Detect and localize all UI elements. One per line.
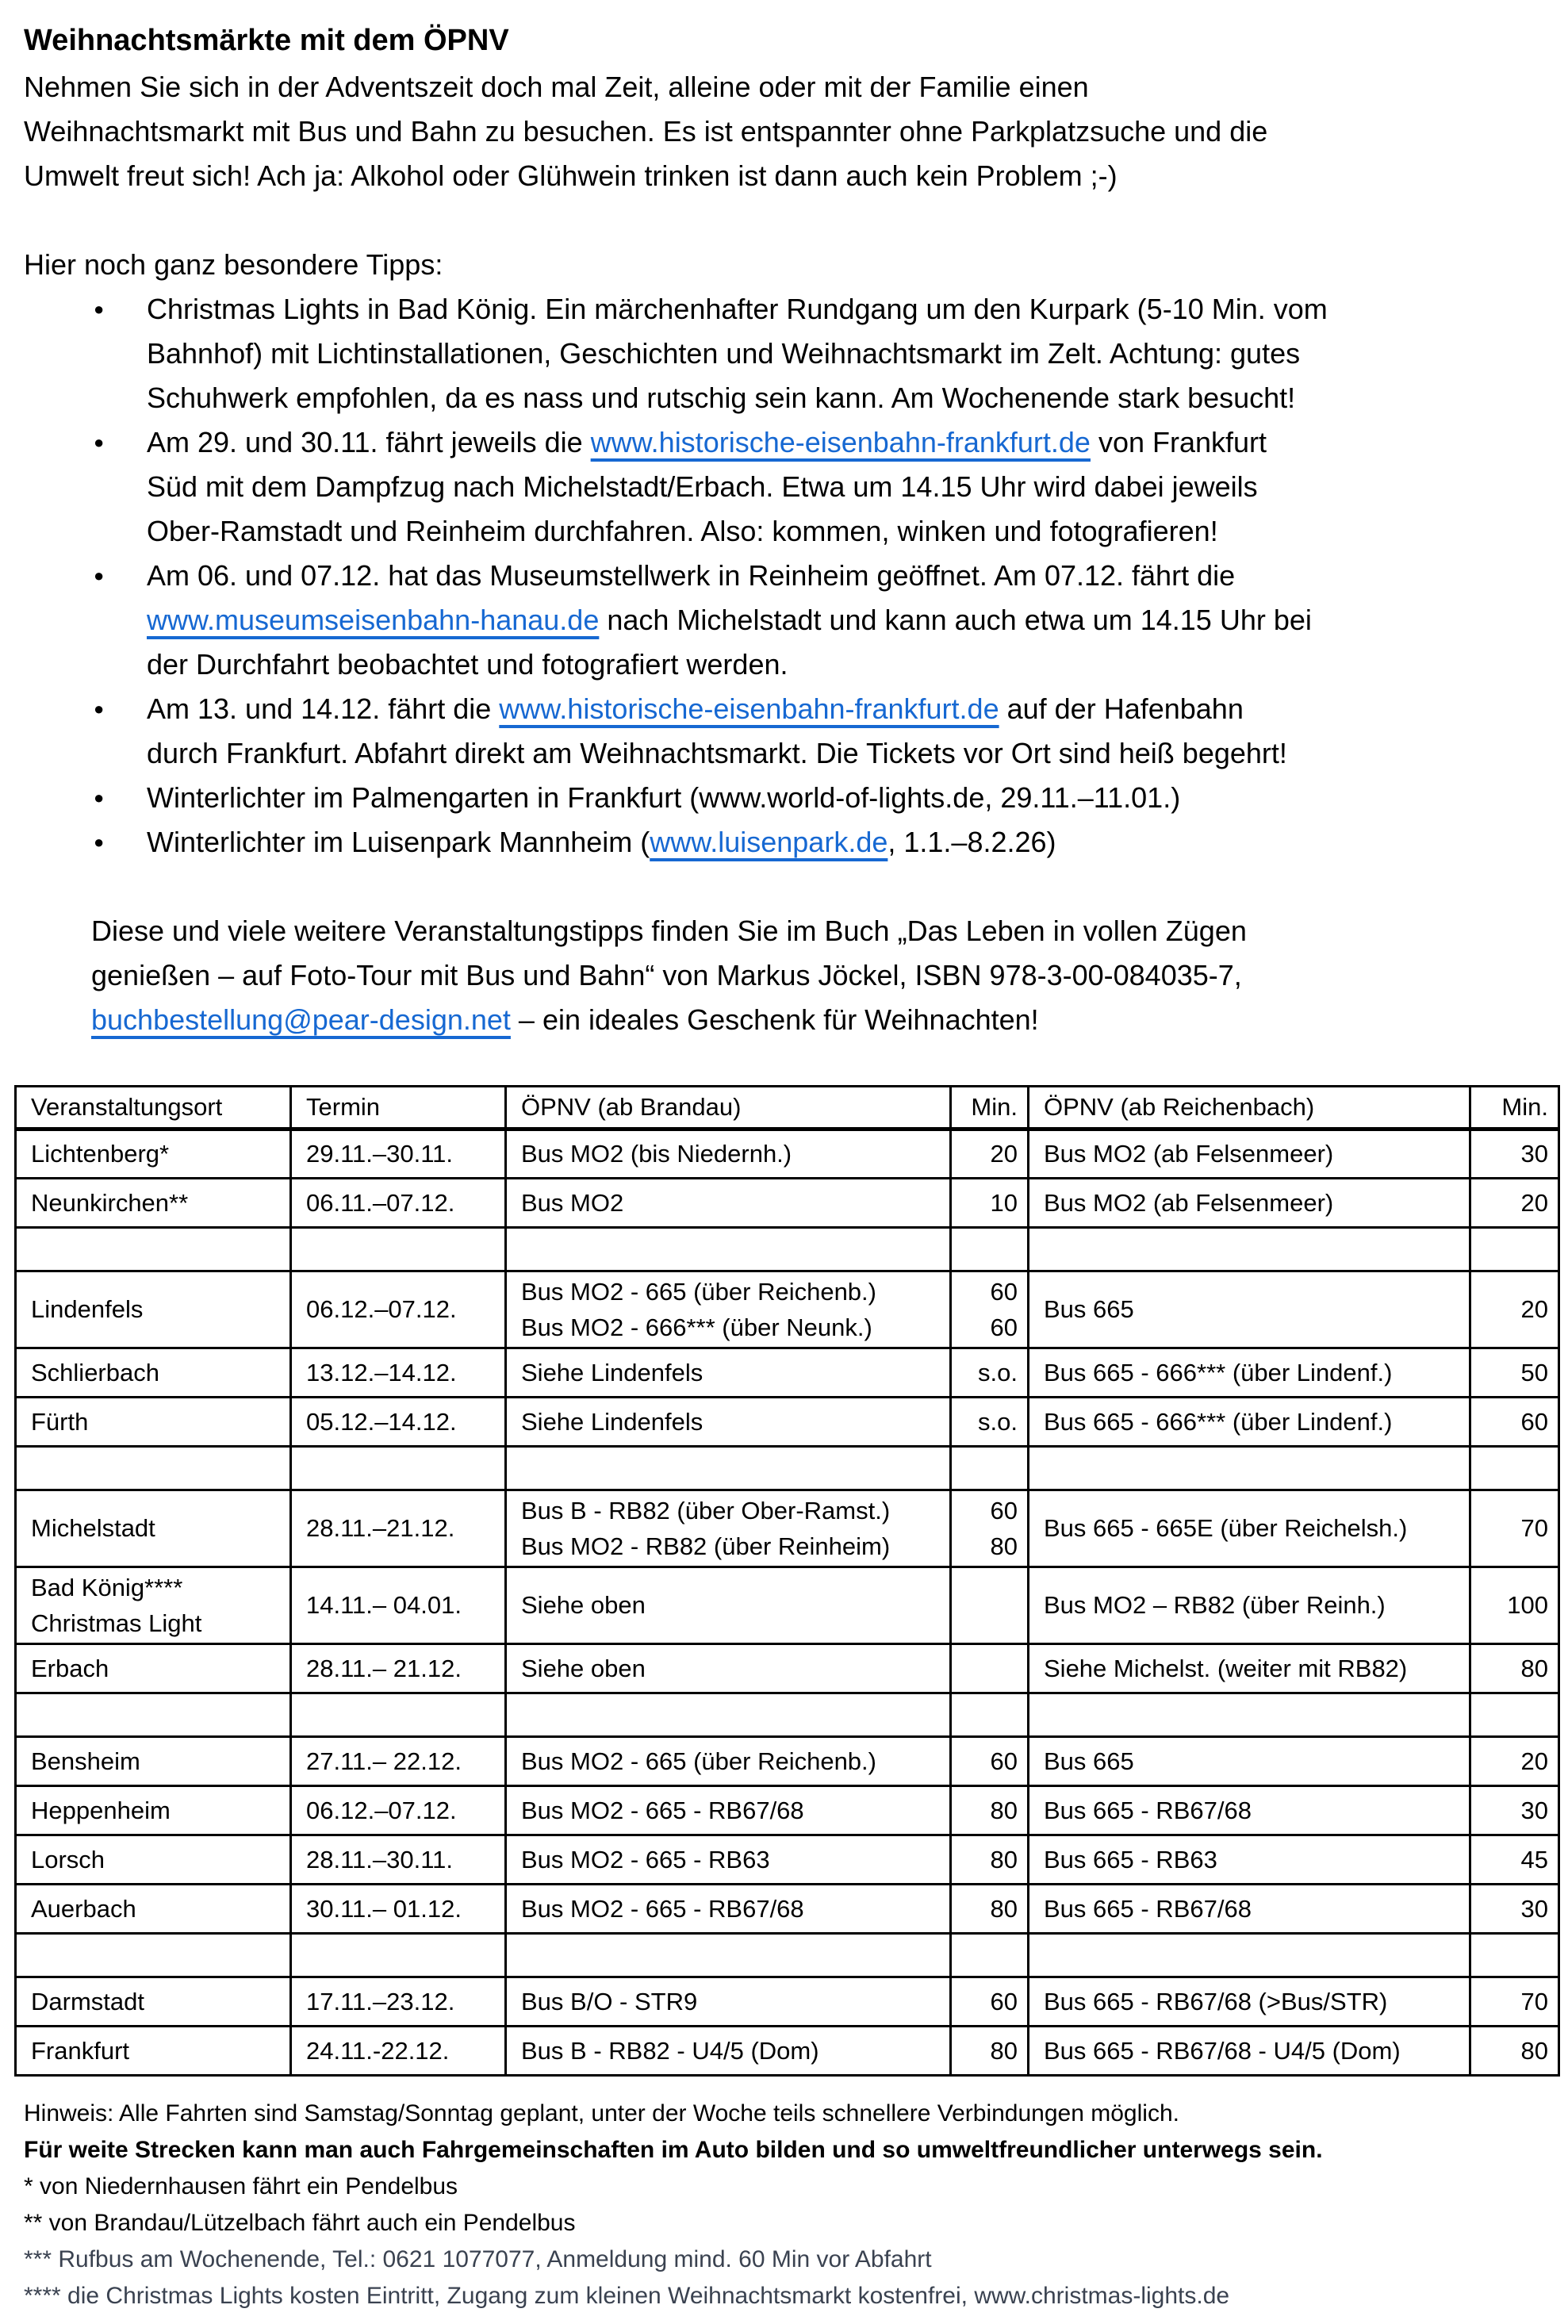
table-cell xyxy=(1029,1693,1470,1737)
table-cell: Bus 665 - RB67/68 - U4/5 (Dom) xyxy=(1029,2027,1470,2076)
cell-line: 60 xyxy=(990,1278,1018,1306)
table-cell xyxy=(1470,1447,1559,1490)
table-cell: Bus B - RB82 - U4/5 (Dom) xyxy=(506,2027,951,2076)
table-header xyxy=(16,1087,1559,1129)
table-cell: 17.11.–23.12. xyxy=(291,1977,506,2027)
text-line xyxy=(147,554,1544,598)
table-cell xyxy=(506,1228,951,1271)
table-cell: 45 xyxy=(1470,1835,1559,1885)
table-cell: 28.11.– 21.12. xyxy=(291,1644,506,1693)
text-segment: Schuhwerk empfohlen, da es nass und rutschig sein kann. Am Wochenende stark besucht! xyxy=(147,382,1296,414)
table-cell: Bus MO2 (ab Felsenmeer) xyxy=(1029,1129,1470,1179)
hyperlink[interactable]: buchbestellung@pear-design.net xyxy=(91,1003,511,1036)
footnotes xyxy=(24,2096,1544,2314)
table-cell: Bus MO2 (ab Felsenmeer) xyxy=(1029,1179,1470,1228)
text-line xyxy=(147,776,1544,820)
table-cell: Heppenheim xyxy=(16,1786,291,1835)
cell-line: Christmas Light xyxy=(31,1609,202,1637)
text-line xyxy=(147,687,1544,731)
table-cell: Bus 665 xyxy=(1029,1271,1470,1348)
text-segment: Christmas Lights in Bad König. Ein märchenhafter Rundgang um den Kurpark (5-10 Min. vom xyxy=(147,293,1328,325)
spacer xyxy=(24,865,1544,909)
table-cell xyxy=(506,1693,951,1737)
text-segment: nach Michelstadt und kann auch etwa um 14.15 Uhr bei xyxy=(599,604,1312,636)
text-line xyxy=(147,332,1544,376)
table-cell xyxy=(1029,1447,1470,1490)
footnote-line: Hinweis: Alle Fahrten sind Samstag/Sonntag geplant, unter der Woche teils schnellere Verbindungen möglich. xyxy=(24,2100,1179,2126)
cell-line: Bus B - RB82 (über Ober-Ramst.) xyxy=(521,1497,891,1524)
table-cell xyxy=(951,1934,1029,1977)
text-line xyxy=(147,465,1544,509)
table-row xyxy=(16,1835,1559,1885)
empty-row xyxy=(16,1228,1559,1271)
text-line xyxy=(147,731,1544,776)
text-line xyxy=(147,509,1544,554)
text-line xyxy=(147,376,1544,420)
table-cell: 60 xyxy=(1470,1398,1559,1447)
table-cell: 13.12.–14.12. xyxy=(291,1348,506,1398)
table-cell xyxy=(16,1934,291,1977)
table-cell: 30 xyxy=(1470,1885,1559,1934)
text-line xyxy=(24,65,1544,109)
table-cell: 28.11.–21.12. xyxy=(291,1490,506,1567)
text-segment: auf der Hafenbahn xyxy=(999,692,1244,725)
table-cell xyxy=(16,1228,291,1271)
table-row xyxy=(16,1737,1559,1786)
table-cell: 80 xyxy=(951,2027,1029,2076)
table-cell: Bus 665 - RB67/68 xyxy=(1029,1786,1470,1835)
table-cell: 10 xyxy=(951,1179,1029,1228)
text-segment: Am 29. und 30.11. fährt jeweils die xyxy=(147,426,591,458)
table-cell: 80 xyxy=(951,1835,1029,1885)
table-row xyxy=(16,1271,1559,1348)
table-row xyxy=(16,1567,1559,1644)
table-cell xyxy=(291,1693,506,1737)
text-segment: , 1.1.–8.2.26) xyxy=(888,826,1056,858)
table-cell: 20 xyxy=(1470,1737,1559,1786)
table-cell: Lorsch xyxy=(16,1835,291,1885)
table-cell: 29.11.–30.11. xyxy=(291,1129,506,1179)
table-cell: 30.11.– 01.12. xyxy=(291,1885,506,1934)
text-segment: der Durchfahrt beobachtet und fotografiert werden. xyxy=(147,648,788,681)
text-segment: Am 13. und 14.12. fährt die xyxy=(147,692,500,725)
table-row xyxy=(16,1179,1559,1228)
tip-item xyxy=(24,776,1544,820)
table-row xyxy=(16,1398,1559,1447)
page-title: Weihnachtsmärkte mit dem ÖPNV xyxy=(24,24,509,57)
bullet-icon: ● xyxy=(94,832,105,852)
table-cell: Siehe oben xyxy=(506,1644,951,1693)
table-row xyxy=(16,1977,1559,2027)
column-header: Veranstaltungsort xyxy=(16,1087,291,1129)
table-cell: Frankfurt xyxy=(16,2027,291,2076)
text-segment: Ober-Ramstadt und Reinheim durchfahren. Also: kommen, winken und fotografieren! xyxy=(147,515,1218,547)
footnote-line: **** die Christmas Lights kosten Eintritt, Zugang zum kleinen Weihnachtsmarkt kostenfrei, www.christmas-lights.de xyxy=(24,2283,1230,2309)
cell-line: Bus MO2 - RB82 (über Reinheim) xyxy=(521,1532,891,1560)
cell-line: Bad König**** xyxy=(31,1574,183,1601)
table-cell: Siehe Lindenfels xyxy=(506,1398,951,1447)
text-line xyxy=(24,109,1544,154)
table-cell: 06.12.–07.12. xyxy=(291,1786,506,1835)
table-cell: Bus MO2 - 665 - RB67/68 xyxy=(506,1885,951,1934)
bullet-icon: ● xyxy=(94,788,105,807)
table-cell: Bus 665 - 666*** (über Lindenf.) xyxy=(1029,1398,1470,1447)
text-line xyxy=(147,598,1544,642)
table-cell: 80 xyxy=(1470,2027,1559,2076)
column-header: Min. xyxy=(1470,1087,1559,1129)
table-row xyxy=(16,1348,1559,1398)
table-cell xyxy=(16,1567,291,1644)
table-cell: 24.11.-22.12. xyxy=(291,2027,506,2076)
table-cell: Darmstadt xyxy=(16,1977,291,2027)
table-cell: Siehe Michelst. (weiter mit RB82) xyxy=(1029,1644,1470,1693)
column-header: Termin xyxy=(291,1087,506,1129)
table-cell xyxy=(951,1644,1029,1693)
column-header: ÖPNV (ab Brandau) xyxy=(506,1087,951,1129)
table-cell xyxy=(506,1447,951,1490)
markets-table xyxy=(14,1085,1560,2077)
table-cell xyxy=(951,1490,1029,1567)
table-cell xyxy=(1470,1228,1559,1271)
text-segment: Diese und viele weitere Veranstaltungstipps finden Sie im Buch „Das Leben in vollen Zügen xyxy=(91,915,1247,947)
table-cell: 30 xyxy=(1470,1129,1559,1179)
text-line xyxy=(91,909,1544,953)
table-cell xyxy=(951,1693,1029,1737)
bullet-icon: ● xyxy=(94,566,105,585)
table-row xyxy=(16,1786,1559,1835)
text-line xyxy=(147,642,1544,687)
table-cell: Bus MO2 xyxy=(506,1179,951,1228)
table-cell xyxy=(951,1567,1029,1644)
table-cell xyxy=(1029,1934,1470,1977)
text-segment: Weihnachtsmarkt mit Bus und Bahn zu besuchen. Es ist entspannter ohne Parkplatzsuche und die xyxy=(24,115,1268,148)
table-cell: 06.11.–07.12. xyxy=(291,1179,506,1228)
text-segment: Bahnhof) mit Lichtinstallationen, Geschichten und Weihnachtsmarkt im Zelt. Achtung: gutes xyxy=(147,337,1301,370)
column-header: Min. xyxy=(951,1087,1029,1129)
table-cell xyxy=(951,1228,1029,1271)
text-segment: Nehmen Sie sich in der Adventszeit doch mal Zeit, alleine oder mit der Familie einen xyxy=(24,71,1089,103)
table-cell: Bus MO2 - 665 (über Reichenb.) xyxy=(506,1737,951,1786)
table-cell: Schlierbach xyxy=(16,1348,291,1398)
tip-item xyxy=(24,687,1544,776)
table-cell: Bus 665 - 666*** (über Lindenf.) xyxy=(1029,1348,1470,1398)
text-segment: Winterlichter im Palmengarten in Frankfurt (www.world-of-lights.de, 29.11.–11.01.) xyxy=(147,781,1181,814)
table-cell: Lichtenberg* xyxy=(16,1129,291,1179)
table-cell: Bus 665 - RB63 xyxy=(1029,1835,1470,1885)
table-cell xyxy=(506,1934,951,1977)
table-cell: 70 xyxy=(1470,1977,1559,2027)
table-cell: Bus MO2 (bis Niedernh.) xyxy=(506,1129,951,1179)
text-segment: genießen – auf Foto-Tour mit Bus und Bahn“ von Markus Jöckel, ISBN 978-3-00-084035-7, xyxy=(91,959,1242,991)
table-cell: Bus B/O - STR9 xyxy=(506,1977,951,2027)
table-cell xyxy=(951,1271,1029,1348)
table-cell: Siehe oben xyxy=(506,1567,951,1644)
table-cell: Lindenfels xyxy=(16,1271,291,1348)
table-cell: Bus 665 - 665E (über Reichelsh.) xyxy=(1029,1490,1470,1567)
empty-row xyxy=(16,1693,1559,1737)
table-cell: 80 xyxy=(951,1885,1029,1934)
text-segment: Am 06. und 07.12. hat das Museumstellwerk in Reinheim geöffnet. Am 07.12. fährt die xyxy=(147,559,1236,592)
text-segment: – ein ideales Geschenk für Weihnachten! xyxy=(510,1003,1039,1036)
table-cell: Auerbach xyxy=(16,1885,291,1934)
text-segment: von Frankfurt xyxy=(1090,426,1267,458)
tip-item xyxy=(24,554,1544,687)
table-cell xyxy=(951,1447,1029,1490)
table-cell: 20 xyxy=(1470,1179,1559,1228)
bullet-icon: ● xyxy=(94,699,105,719)
cell-line: Bus MO2 - 666*** (über Neunk.) xyxy=(521,1313,872,1341)
table-cell: 20 xyxy=(951,1129,1029,1179)
table-cell: Erbach xyxy=(16,1644,291,1693)
table-row xyxy=(16,1490,1559,1567)
book-paragraph xyxy=(91,909,1544,1042)
text-line xyxy=(91,953,1544,998)
text-line xyxy=(147,420,1544,465)
table-cell xyxy=(1029,1228,1470,1271)
table-cell xyxy=(291,1447,506,1490)
table-cell xyxy=(506,1271,951,1348)
table-cell: 06.12.–07.12. xyxy=(291,1271,506,1348)
table-cell: Bus MO2 - 665 - RB63 xyxy=(506,1835,951,1885)
text-line xyxy=(24,154,1544,198)
table-row xyxy=(16,1644,1559,1693)
table-cell: Bus 665 - RB67/68 (>Bus/STR) xyxy=(1029,1977,1470,2027)
table-cell xyxy=(506,1490,951,1567)
text-line xyxy=(91,998,1544,1042)
table-cell xyxy=(291,1228,506,1271)
table-cell: 80 xyxy=(1470,1644,1559,1693)
cell-line: 60 xyxy=(990,1497,1018,1524)
table-cell: Siehe Lindenfels xyxy=(506,1348,951,1398)
footnote-line: ** von Brandau/Lützelbach fährt auch ein Pendelbus xyxy=(24,2210,576,2236)
table-cell xyxy=(1470,1693,1559,1737)
table-row xyxy=(16,1129,1559,1179)
tips-list xyxy=(24,287,1544,865)
document-page xyxy=(24,17,1548,2314)
table-cell: 70 xyxy=(1470,1490,1559,1567)
table-cell: 100 xyxy=(1470,1567,1559,1644)
text-segment: Süd mit dem Dampfzug nach Michelstadt/Erbach. Etwa um 14.15 Uhr wird dabei jeweils xyxy=(147,470,1258,503)
table-cell: s.o. xyxy=(951,1348,1029,1398)
table-cell: Fürth xyxy=(16,1398,291,1447)
table-cell: 60 xyxy=(951,1977,1029,2027)
tips-heading: Hier noch ganz besondere Tipps: xyxy=(24,248,443,281)
text-line xyxy=(147,820,1544,865)
text-segment: Umwelt freut sich! Ach ja: Alkohol oder Glühwein trinken ist dann auch kein Problem ;-) xyxy=(24,159,1118,192)
hyperlink[interactable]: www.historische-eisenbahn-frankfurt.de xyxy=(590,426,1091,458)
tip-item xyxy=(24,420,1544,554)
table-cell: s.o. xyxy=(951,1398,1029,1447)
table-row xyxy=(16,2027,1559,2076)
table-cell: 14.11.– 04.01. xyxy=(291,1567,506,1644)
table-cell xyxy=(291,1934,506,1977)
column-header: ÖPNV (ab Reichenbach) xyxy=(1029,1087,1470,1129)
table-cell: 30 xyxy=(1470,1786,1559,1835)
table-cell: 27.11.– 22.12. xyxy=(291,1737,506,1786)
tip-item xyxy=(24,820,1544,865)
empty-row xyxy=(16,1934,1559,1977)
cell-line: Bus MO2 - 665 (über Reichenb.) xyxy=(521,1278,876,1306)
table-cell: Bus 665 - RB67/68 xyxy=(1029,1885,1470,1934)
table-cell xyxy=(16,1693,291,1737)
text-line xyxy=(147,287,1544,332)
hyperlink[interactable]: www.historische-eisenbahn-frankfurt.de xyxy=(499,692,999,725)
spacer xyxy=(24,198,1544,243)
table-row xyxy=(16,1885,1559,1934)
table-cell: 28.11.–30.11. xyxy=(291,1835,506,1885)
cell-line: 80 xyxy=(990,1532,1018,1560)
table-cell: Bus MO2 - 665 - RB67/68 xyxy=(506,1786,951,1835)
table-cell: 60 xyxy=(951,1737,1029,1786)
tip-item xyxy=(24,287,1544,420)
hyperlink[interactable]: www.museumseisenbahn-hanau.de xyxy=(147,604,600,636)
text-segment: durch Frankfurt. Abfahrt direkt am Weihnachtsmarkt. Die Tickets vor Ort sind heiß begehrt! xyxy=(147,737,1287,769)
bullet-icon: ● xyxy=(94,299,105,319)
table-cell: Michelstadt xyxy=(16,1490,291,1567)
table-cell: 80 xyxy=(951,1786,1029,1835)
table-cell: 50 xyxy=(1470,1348,1559,1398)
intro-paragraph xyxy=(24,65,1544,198)
table-cell: Neunkirchen** xyxy=(16,1179,291,1228)
text-segment: Winterlichter im Luisenpark Mannheim ( xyxy=(147,826,650,858)
bullet-icon: ● xyxy=(94,432,105,452)
table-cell xyxy=(1470,1934,1559,1977)
empty-row xyxy=(16,1447,1559,1490)
table-cell: Bensheim xyxy=(16,1737,291,1786)
table-cell: 05.12.–14.12. xyxy=(291,1398,506,1447)
table-cell: Bus 665 xyxy=(1029,1737,1470,1786)
cell-line: 60 xyxy=(990,1313,1018,1341)
table-cell: 20 xyxy=(1470,1271,1559,1348)
footnote-line: * von Niedernhausen fährt ein Pendelbus xyxy=(24,2173,458,2199)
table-cell: Bus MO2 – RB82 (über Reinh.) xyxy=(1029,1567,1470,1644)
footnote-line: *** Rufbus am Wochenende, Tel.: 0621 1077077, Anmeldung mind. 60 Min vor Abfahrt xyxy=(24,2246,932,2272)
table-cell xyxy=(16,1447,291,1490)
hyperlink[interactable]: www.luisenpark.de xyxy=(650,826,888,858)
footnote-line: Für weite Strecken kann man auch Fahrgemeinschaften im Auto bilden und so umweltfreundlicher unterwegs sein. xyxy=(24,2137,1323,2163)
